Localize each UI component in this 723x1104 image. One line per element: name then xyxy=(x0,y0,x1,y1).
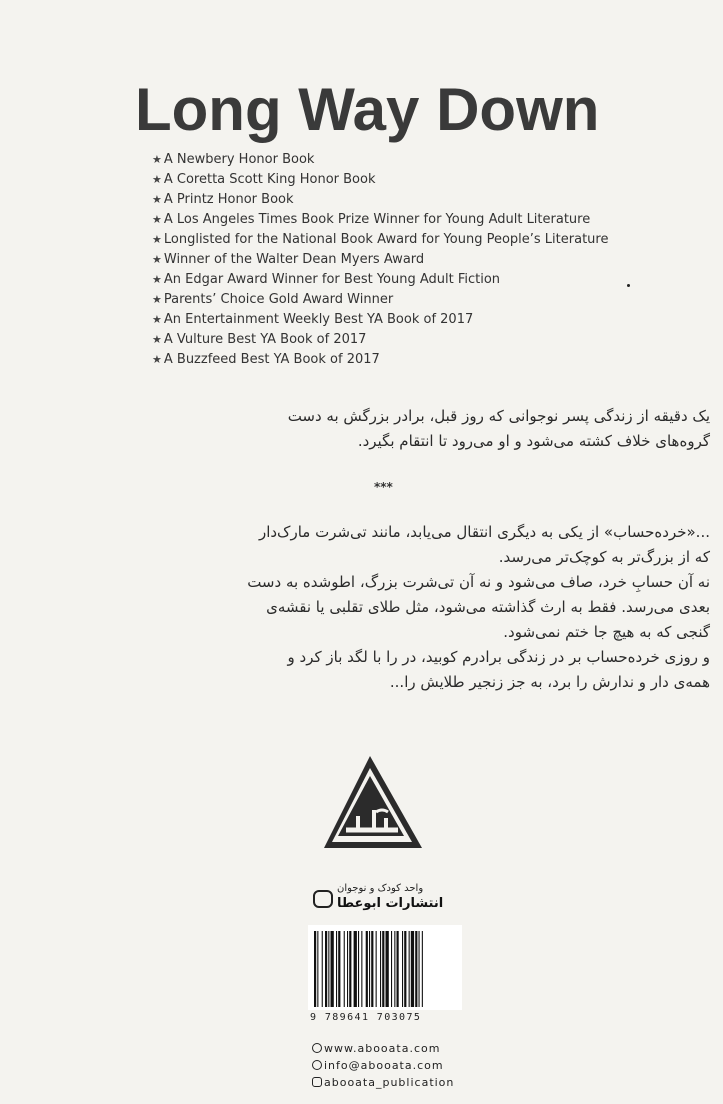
award-item: ★ An Edgar Award Winner for Best Young Adult Fiction xyxy=(152,272,501,287)
barcode-bar xyxy=(371,931,373,1007)
award-item: ★ A Printz Honor Book xyxy=(152,192,294,207)
award-item: ★ A Newbery Honor Book xyxy=(152,152,315,167)
star-icon: ★ xyxy=(152,193,162,206)
award-item: ★ A Buzzfeed Best YA Book of 2017 xyxy=(152,352,380,367)
award-item: ★ A Los Angeles Times Book Prize Winner for Young Adult Literature xyxy=(152,212,591,227)
publisher-name: انتشارات ابوعطا xyxy=(337,896,444,911)
website-row: www.abooata.com xyxy=(312,1040,454,1057)
award-item: ★ A Vulture Best YA Book of 2017 xyxy=(152,332,367,347)
barcode-bar xyxy=(415,931,417,1007)
awards-list xyxy=(152,150,608,370)
section-separator: *** xyxy=(374,480,393,494)
excerpt-line: نه آن حسابِ خرد، صاف می‌شود و نه آن تی‌شرت بزرگ، اطوشده به دست xyxy=(247,573,710,591)
barcode xyxy=(308,925,462,1010)
excerpt xyxy=(150,520,710,695)
star-icon: ★ xyxy=(152,333,162,346)
isbn-number: 9 789641 703075 xyxy=(310,1012,422,1023)
star-icon: ★ xyxy=(152,273,162,286)
ink-dot xyxy=(627,284,630,287)
barcode-bar xyxy=(404,931,406,1007)
kite-logo-icon xyxy=(318,752,428,862)
award-item: ★ A Coretta Scott King Honor Book xyxy=(152,172,376,187)
barcode-bar xyxy=(338,931,340,1007)
barcode-bar xyxy=(419,931,420,1007)
barcode-bar xyxy=(331,931,334,1007)
award-item: ★ Longlisted for the National Book Award for Young People’s Literature xyxy=(152,232,609,247)
contact-info xyxy=(312,1040,454,1091)
at-icon xyxy=(312,1060,322,1070)
barcode-bar xyxy=(402,931,403,1007)
barcode-bar xyxy=(336,931,337,1007)
excerpt-line: ...«خرده‌حساب» از یکی به دیگری انتقال می‌یابد، مانند تی‌شرت مارک‌دار xyxy=(258,523,710,541)
excerpt-line: همه‌ی دار و ندارش را برد، به جز زنجیر طلایش را... xyxy=(389,673,710,691)
synopsis-line: گروه‌های خلاف کشته می‌شود و او می‌رود تا انتقام بگیرد. xyxy=(357,432,710,450)
excerpt-line: گنجی که به هیچ جا ختم نمی‌شود. xyxy=(503,623,710,641)
star-icon: ★ xyxy=(152,173,162,186)
barcode-bar xyxy=(386,931,389,1007)
barcode-bar xyxy=(354,931,357,1007)
barcode-bar xyxy=(380,931,381,1007)
publisher-logo xyxy=(313,880,444,920)
instagram-icon xyxy=(312,1077,322,1087)
globe-icon xyxy=(312,1043,322,1053)
barcode-bar xyxy=(344,931,345,1007)
instagram-row: abooata_publication xyxy=(312,1074,454,1091)
barcode-bar xyxy=(411,931,414,1007)
barcode-bar xyxy=(322,931,323,1007)
barcode-bar xyxy=(366,931,368,1007)
barcode-bar xyxy=(314,931,316,1007)
star-icon: ★ xyxy=(152,213,162,226)
publisher-subtitle: واحد کودک و نوجوان xyxy=(337,883,424,894)
barcode-bar xyxy=(391,931,392,1007)
star-icon: ★ xyxy=(152,293,162,306)
barcode-bar xyxy=(349,931,351,1007)
star-icon: ★ xyxy=(152,253,162,266)
barcode-bar xyxy=(317,931,318,1007)
barcode-bar xyxy=(397,931,399,1007)
barcode-bar xyxy=(328,931,329,1007)
barcode-bar xyxy=(409,931,410,1007)
award-item: ★ Parents’ Choice Gold Award Winner xyxy=(152,292,394,307)
publisher-icon xyxy=(313,890,333,908)
barcode-bar xyxy=(325,931,327,1007)
barcode-bar xyxy=(369,931,370,1007)
barcode-bar xyxy=(382,931,384,1007)
barcode-bar xyxy=(358,931,359,1007)
barcode-bar xyxy=(376,931,377,1007)
kite-logo xyxy=(318,752,428,862)
star-icon: ★ xyxy=(152,313,162,326)
star-icon: ★ xyxy=(152,233,162,246)
email-row: info@abooata.com xyxy=(312,1057,454,1074)
barcode-bar xyxy=(347,931,348,1007)
barcode-bar xyxy=(422,931,423,1007)
award-item: ★ An Entertainment Weekly Best YA Book of 2017 xyxy=(152,312,474,327)
excerpt-line: که از بزرگ‌تر به کوچک‌تر می‌رسد. xyxy=(498,548,710,566)
award-item: ★ Winner of the Walter Dean Myers Award xyxy=(152,252,425,267)
synopsis-line: یک دقیقه از زندگی پسر نوجوانی که روز قبل، برادر بزرگش به دست xyxy=(287,407,710,425)
barcode-bar xyxy=(394,931,395,1007)
barcode-bar xyxy=(361,931,362,1007)
star-icon: ★ xyxy=(152,353,162,366)
excerpt-line: بعدی می‌رسد. فقط به ارث گذاشته می‌شود، مثل طلای تقلبی یا نقشه‌ی xyxy=(266,598,710,616)
excerpt-line: و روزی خرده‌حساب بر در زندگی برادرم کوبید، در را با لگد باز کرد و xyxy=(287,648,710,666)
star-icon: ★ xyxy=(152,153,162,166)
book-title: Long Way Down xyxy=(135,76,600,143)
barcode-bars xyxy=(308,925,462,1010)
synopsis xyxy=(255,404,710,454)
